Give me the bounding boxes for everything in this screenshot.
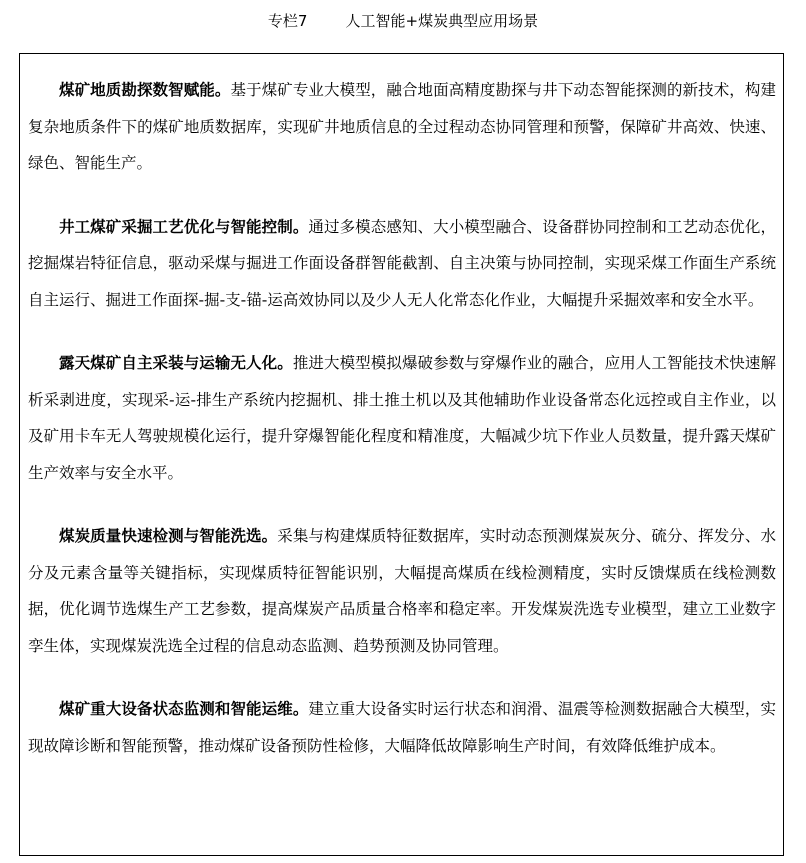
section-body: 基于煤矿专业大模型，融合地面高精度勘探与井下动态智能探测的新技术，构建复杂地质条件下的煤矿地质数据库，实现矿井地质信息的全过程动态协同管理和预警，保障矿井高效、快速、绿色、智能生产。	[28, 81, 776, 172]
section-body: 通过多模态感知、大小模型融合、设备群协同控制和工艺动态优化，挖掘煤岩特征信息，驱动采煤与掘进工作面设备群智能截割、自主决策与协同控制，实现采煤工作面生产系统自主运行、掘进工作面探-掘-支-锚-运高效协同以及少人无人化常态化作业，大幅提升采掘效率和安全水平。	[28, 217, 776, 309]
section-paragraph	[28, 72, 776, 182]
section-paragraph	[28, 345, 776, 491]
column-content	[28, 72, 776, 764]
section-heading: 井工煤矿采掘工艺优化与智能控制。	[59, 217, 309, 236]
section-body: 推进大模型模拟爆破参数与穿爆作业的融合，应用人工智能技术快速解析采剥进度，实现采-运-排生产系统内挖掘机、排土推土机以及其他辅助作业设备常态化远控或自主作业，以及矿用卡车无人驾驶规模化运行，提升穿爆智能化程度和精准度，大幅减少坑下作业人员数量，提升露天煤矿生产效率与安全水平。	[28, 354, 776, 482]
section-heading: 煤炭质量快速检测与智能洗选。	[59, 527, 278, 545]
section-body: 建立重大设备实时运行状态和润滑、温震等检测数据融合大模型，实现故障诊断和智能预警，推动煤矿设备预防性检修，大幅降低故障影响生产时间，有效降低维护成本。	[28, 700, 776, 755]
section-body: 采集与构建煤质特征数据库，实时动态预测煤炭灰分、硫分、挥发分、水分及元素含量等关键指标，实现煤质特征智能识别，大幅提高煤质在线检测精度，实时反馈煤质在线检测数据，优化调节选煤生产工艺参数，提高煤炭产品质量合格率和稳定率。开发煤炭洗选专业模型，建立工业数字孪生体，实现煤炭洗选全过程的信息动态监测、趋势预测及协同管理。	[28, 527, 776, 655]
section-paragraph	[28, 518, 776, 664]
section-heading: 煤矿重大设备状态监测和智能运维。	[59, 700, 309, 718]
section-paragraph	[28, 691, 776, 764]
column-title: 专栏7 人工智能+煤炭典型应用场景	[267, 12, 539, 30]
section-heading: 露天煤矿自主采装与运输无人化。	[59, 354, 293, 372]
section-heading: 煤矿地质勘探数智赋能。	[59, 81, 231, 99]
section-paragraph	[28, 209, 776, 319]
